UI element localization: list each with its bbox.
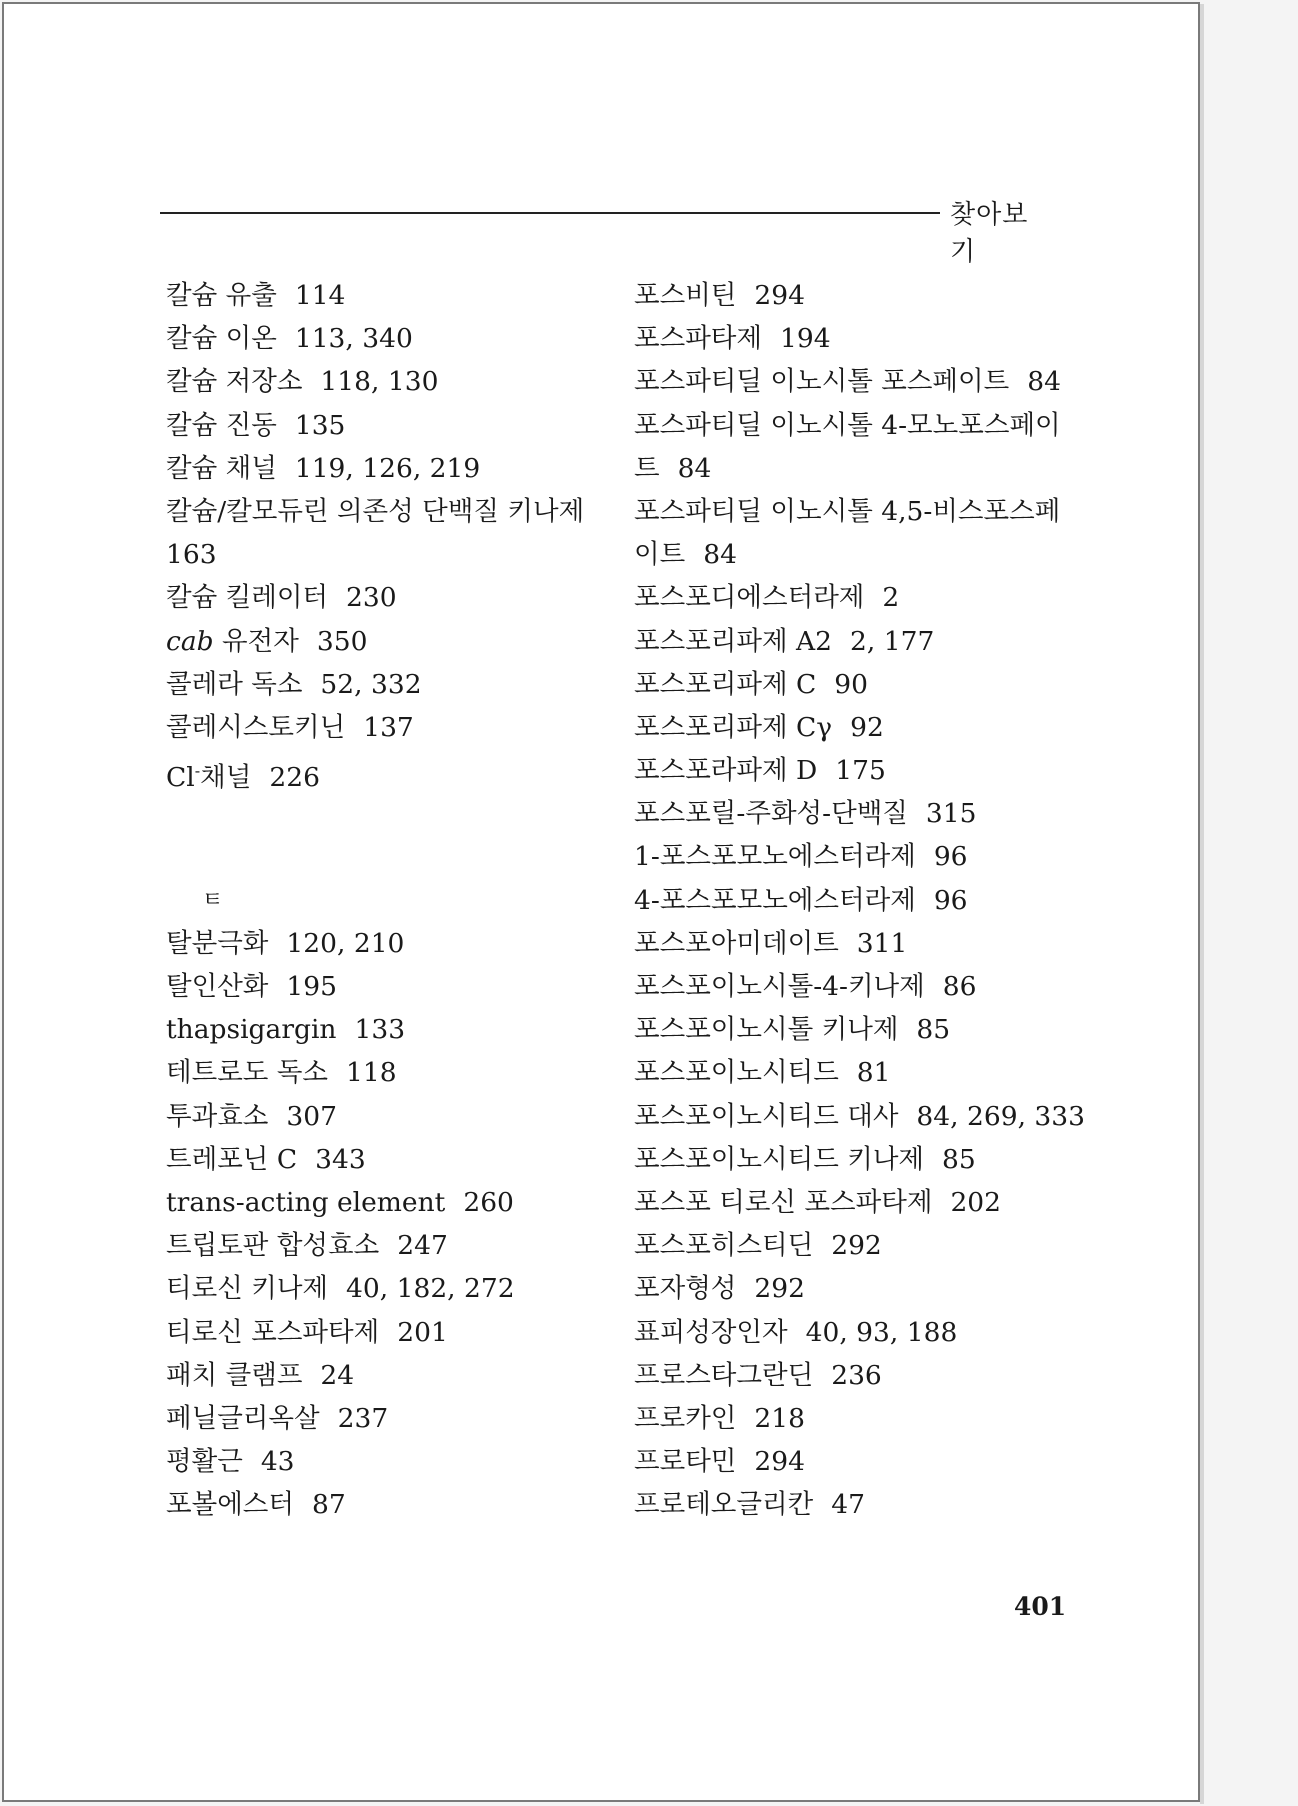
index-entry bbox=[166, 1008, 606, 1051]
entry-term: 포스포아미데이트 bbox=[634, 927, 839, 959]
entry-pages: 307 bbox=[286, 1100, 337, 1132]
index-entry bbox=[634, 1267, 1064, 1310]
index-entry bbox=[166, 1224, 606, 1267]
entry-pages: 96 bbox=[933, 884, 968, 916]
index-entry bbox=[634, 317, 1064, 360]
index-entry bbox=[166, 1311, 606, 1354]
entry-pages: 86 bbox=[942, 971, 977, 1002]
index-entry bbox=[634, 1138, 1064, 1181]
entry-pages: 81 bbox=[856, 1057, 891, 1089]
entry-term: 포스포이노시톨-4-키나제 bbox=[634, 971, 925, 1002]
index-entry bbox=[634, 447, 1064, 490]
entry-pages: 2, 177 bbox=[850, 625, 935, 657]
index-entry bbox=[634, 1181, 1064, 1224]
entry-term: 포스포리파제 A2 bbox=[634, 625, 833, 657]
entry-pages: 43 bbox=[260, 1446, 295, 1478]
entry-pages: 40, 182, 272 bbox=[346, 1273, 515, 1305]
index-entry bbox=[166, 1483, 606, 1526]
index-entry bbox=[634, 1095, 1085, 1138]
entry-pages: 87 bbox=[312, 1489, 346, 1521]
entry-pages: 85 bbox=[916, 1014, 951, 1046]
entry-term: 4-포스포모노에스터라제 bbox=[634, 884, 916, 916]
index-entry bbox=[166, 1440, 606, 1483]
entry-pages: 194 bbox=[780, 323, 831, 355]
index-entry bbox=[634, 404, 1064, 447]
index-entry bbox=[166, 1051, 606, 1094]
entry-term: 칼슘 이온 bbox=[166, 323, 277, 355]
index-entry bbox=[166, 965, 606, 1008]
entry-term-base: Cl bbox=[166, 761, 195, 793]
entry-term: 칼슘 유출 bbox=[166, 280, 277, 311]
index-entry bbox=[634, 1051, 1064, 1094]
entry-term: 포스포리파제 C bbox=[634, 668, 817, 700]
entry-term: 포스파타제 bbox=[634, 323, 762, 355]
index-entry bbox=[166, 576, 606, 619]
entry-pages: 237 bbox=[337, 1402, 389, 1434]
entry-term: 포스파티딜 이노시톨 4-모노포스페이 bbox=[634, 409, 1061, 441]
index-entry bbox=[634, 1008, 1064, 1051]
entry-term-italic: cab bbox=[166, 625, 214, 657]
section-letter: ㅌ bbox=[202, 887, 224, 913]
running-header bbox=[160, 194, 1052, 267]
entry-term: 프로카인 bbox=[634, 1402, 737, 1434]
entry-pages: 85 bbox=[942, 1143, 976, 1175]
entry-term: 칼슘 채널 bbox=[166, 452, 277, 484]
index-entry bbox=[166, 1397, 606, 1440]
entry-term: 칼슘/칼모듀린 의존성 단백질 키나제 bbox=[166, 495, 585, 527]
right-entries bbox=[634, 274, 1085, 1526]
index-entry bbox=[166, 360, 606, 403]
index-entry bbox=[166, 1354, 606, 1397]
entry-pages: 201 bbox=[397, 1316, 448, 1348]
entry-pages: 113, 340 bbox=[294, 323, 413, 355]
index-entry bbox=[634, 922, 1064, 965]
entry-pages: 84 bbox=[1027, 366, 1061, 398]
entry-pages: 195 bbox=[286, 971, 337, 1003]
index-entry bbox=[166, 447, 606, 490]
entry-term: 채널 bbox=[200, 761, 252, 793]
entry-pages: 133 bbox=[354, 1014, 406, 1046]
left-entries-group-c bbox=[166, 922, 606, 1527]
entry-pages: 247 bbox=[397, 1230, 448, 1262]
entry-pages: 137 bbox=[363, 711, 414, 743]
index-entry bbox=[166, 1267, 606, 1310]
entry-pages: 175 bbox=[835, 755, 886, 787]
entry-pages: 260 bbox=[463, 1186, 514, 1218]
index-entry bbox=[634, 749, 1064, 792]
index-entry bbox=[166, 274, 606, 317]
entry-pages: 92 bbox=[850, 711, 884, 743]
entry-pages: 119, 126, 219 bbox=[294, 452, 481, 484]
entry-term: trans-acting element bbox=[166, 1186, 446, 1218]
index-entry bbox=[634, 1483, 1064, 1526]
entry-pages: 40, 93, 188 bbox=[805, 1316, 958, 1348]
entry-term: 평활근 bbox=[166, 1446, 243, 1478]
section-gap bbox=[166, 792, 606, 835]
index-entry bbox=[634, 1440, 1064, 1483]
index-entry bbox=[634, 533, 1064, 576]
header-title: 찾아보기 bbox=[950, 200, 1029, 267]
entry-term: 포스포이노시티드 bbox=[634, 1057, 839, 1089]
entry-pages: 120, 210 bbox=[286, 927, 405, 959]
entry-term: 페닐글리옥살 bbox=[166, 1402, 320, 1434]
index-entry bbox=[634, 965, 1064, 1008]
entry-term: 칼슘 진동 bbox=[166, 409, 277, 441]
index-entry bbox=[634, 620, 1064, 663]
entry-pages: 135 bbox=[294, 409, 346, 441]
page-number: 401 bbox=[1014, 1592, 1067, 1621]
entry-pages: 311 bbox=[856, 927, 908, 959]
entry-term: 포스포릴-주화성-단백질 bbox=[634, 798, 908, 830]
entry-pages: 292 bbox=[831, 1230, 882, 1262]
entry-pages: 84 bbox=[703, 539, 737, 571]
page-edge bbox=[1200, 4, 1204, 1804]
entry-pages: 2 bbox=[882, 582, 900, 614]
entry-term: 포스포 티로신 포스파타제 bbox=[634, 1186, 933, 1218]
entry-term: 이트 bbox=[634, 539, 686, 571]
entry-term: 포스포이노시톨 키나제 bbox=[634, 1014, 899, 1046]
entry-term: 포스포라파제 D bbox=[634, 755, 818, 787]
entry-term: 콜레라 독소 bbox=[166, 668, 303, 700]
index-entry bbox=[634, 360, 1064, 403]
index-entry bbox=[634, 490, 1064, 533]
entry-term: 트립토판 합성효소 bbox=[166, 1230, 380, 1262]
entry-pages: 218 bbox=[754, 1402, 805, 1434]
left-entries-group-a bbox=[166, 274, 606, 620]
index-entry bbox=[634, 1354, 1064, 1397]
book-page bbox=[2, 2, 1200, 1802]
entry-pages: 230 bbox=[346, 582, 397, 614]
index-entry bbox=[634, 1224, 1064, 1267]
index-column-left bbox=[166, 274, 606, 1526]
index-column-right bbox=[634, 274, 1085, 1526]
entry-pages: 315 bbox=[925, 798, 977, 830]
index-entry bbox=[634, 576, 1064, 619]
entry-term: thapsigargin bbox=[166, 1014, 337, 1046]
entry-pages: 226 bbox=[269, 761, 320, 793]
entry-term: 포스비틴 bbox=[634, 280, 737, 311]
entry-term: 프로타민 bbox=[634, 1446, 737, 1478]
entry-term: 칼슘 저장소 bbox=[166, 366, 303, 398]
index-entry bbox=[166, 404, 606, 447]
entry-term: 포스포리파제 Cγ bbox=[634, 711, 833, 743]
entry-term: 트레포닌 C bbox=[166, 1143, 298, 1175]
entry-term: 티로신 포스파타제 bbox=[166, 1316, 380, 1348]
entry-pages: 114 bbox=[294, 280, 346, 311]
entry-term: 포스파티딜 이노시톨 4,5-비스포스페 bbox=[634, 495, 1061, 527]
entry-term: 탈인산화 bbox=[166, 971, 269, 1003]
entry-pages: 294 bbox=[754, 1446, 805, 1478]
index-entry bbox=[166, 1095, 606, 1138]
index-entry bbox=[166, 706, 606, 749]
entry-pages: 118, 130 bbox=[320, 366, 439, 398]
entry-term: 포스파티딜 이노시톨 포스페이트 bbox=[634, 366, 1010, 398]
index-entry bbox=[634, 1311, 1064, 1354]
entry-term: 탈분극화 bbox=[166, 927, 269, 959]
entry-term: 투과효소 bbox=[166, 1100, 269, 1132]
index-entry bbox=[634, 706, 1064, 749]
index-entry bbox=[634, 663, 1064, 706]
entry-term: 표피성장인자 bbox=[634, 1316, 788, 1348]
index-entry bbox=[166, 663, 606, 706]
index-entry bbox=[166, 533, 606, 576]
index-entry bbox=[166, 317, 606, 360]
entry-term: 티로신 키나제 bbox=[166, 1273, 329, 1305]
index-entry bbox=[634, 879, 1064, 922]
entry-term: 유전자 bbox=[213, 625, 299, 657]
entry-term: 포볼에스터 bbox=[166, 1489, 294, 1521]
left-entries-group-b bbox=[166, 663, 606, 749]
entry-pages: 202 bbox=[950, 1186, 1002, 1218]
entry-pages: 118 bbox=[346, 1057, 397, 1089]
entry-pages: 350 bbox=[316, 625, 368, 657]
entry-term: 패치 클램프 bbox=[166, 1359, 303, 1391]
index-entry bbox=[634, 792, 1064, 835]
index-entry bbox=[166, 922, 606, 965]
entry-term: 포스포이노시티드 키나제 bbox=[634, 1143, 925, 1175]
entry-term: 테트로도 독소 bbox=[166, 1057, 329, 1089]
entry-term: 포스포디에스터라제 bbox=[634, 582, 865, 614]
entry-pages: 84 bbox=[677, 452, 712, 484]
entry-pages: 294 bbox=[754, 280, 805, 311]
entry-term: 콜레시스토키닌 bbox=[166, 711, 346, 743]
entry-pages: 90 bbox=[834, 668, 869, 700]
entry-term: 프로스타그란딘 bbox=[634, 1359, 814, 1391]
entry-term: 1-포스포모노에스터라제 bbox=[634, 841, 916, 873]
entry-pages: 236 bbox=[831, 1359, 882, 1391]
entry-term: 163 bbox=[166, 539, 217, 571]
entry-pages: 343 bbox=[315, 1143, 366, 1175]
index-entry bbox=[634, 835, 1064, 878]
entry-pages: 84, 269, 333 bbox=[916, 1100, 1085, 1132]
entry-pages: 292 bbox=[754, 1273, 805, 1305]
index-entry bbox=[634, 1397, 1064, 1440]
entry-pages: 52, 332 bbox=[320, 668, 422, 700]
entry-pages: 47 bbox=[831, 1489, 865, 1521]
entry-pages: 96 bbox=[933, 841, 968, 873]
index-entry bbox=[166, 749, 606, 792]
index-entry bbox=[166, 1181, 606, 1224]
entry-term: 포자형성 bbox=[634, 1273, 737, 1305]
index-entry bbox=[166, 1138, 606, 1181]
index-entry bbox=[634, 274, 1064, 317]
index-entry bbox=[166, 490, 606, 533]
index-entry bbox=[166, 620, 606, 663]
entry-term: 칼슘 킬레이터 bbox=[166, 582, 329, 614]
entry-term: 포스포이노시티드 대사 bbox=[634, 1100, 899, 1132]
entry-term: 프로테오글리칸 bbox=[634, 1489, 814, 1521]
entry-term-sup: - bbox=[194, 761, 201, 781]
entry-term: 트 bbox=[634, 452, 660, 484]
entry-pages: 24 bbox=[320, 1359, 355, 1391]
header-rule bbox=[160, 212, 940, 214]
entry-term: 포스포히스티딘 bbox=[634, 1230, 814, 1262]
